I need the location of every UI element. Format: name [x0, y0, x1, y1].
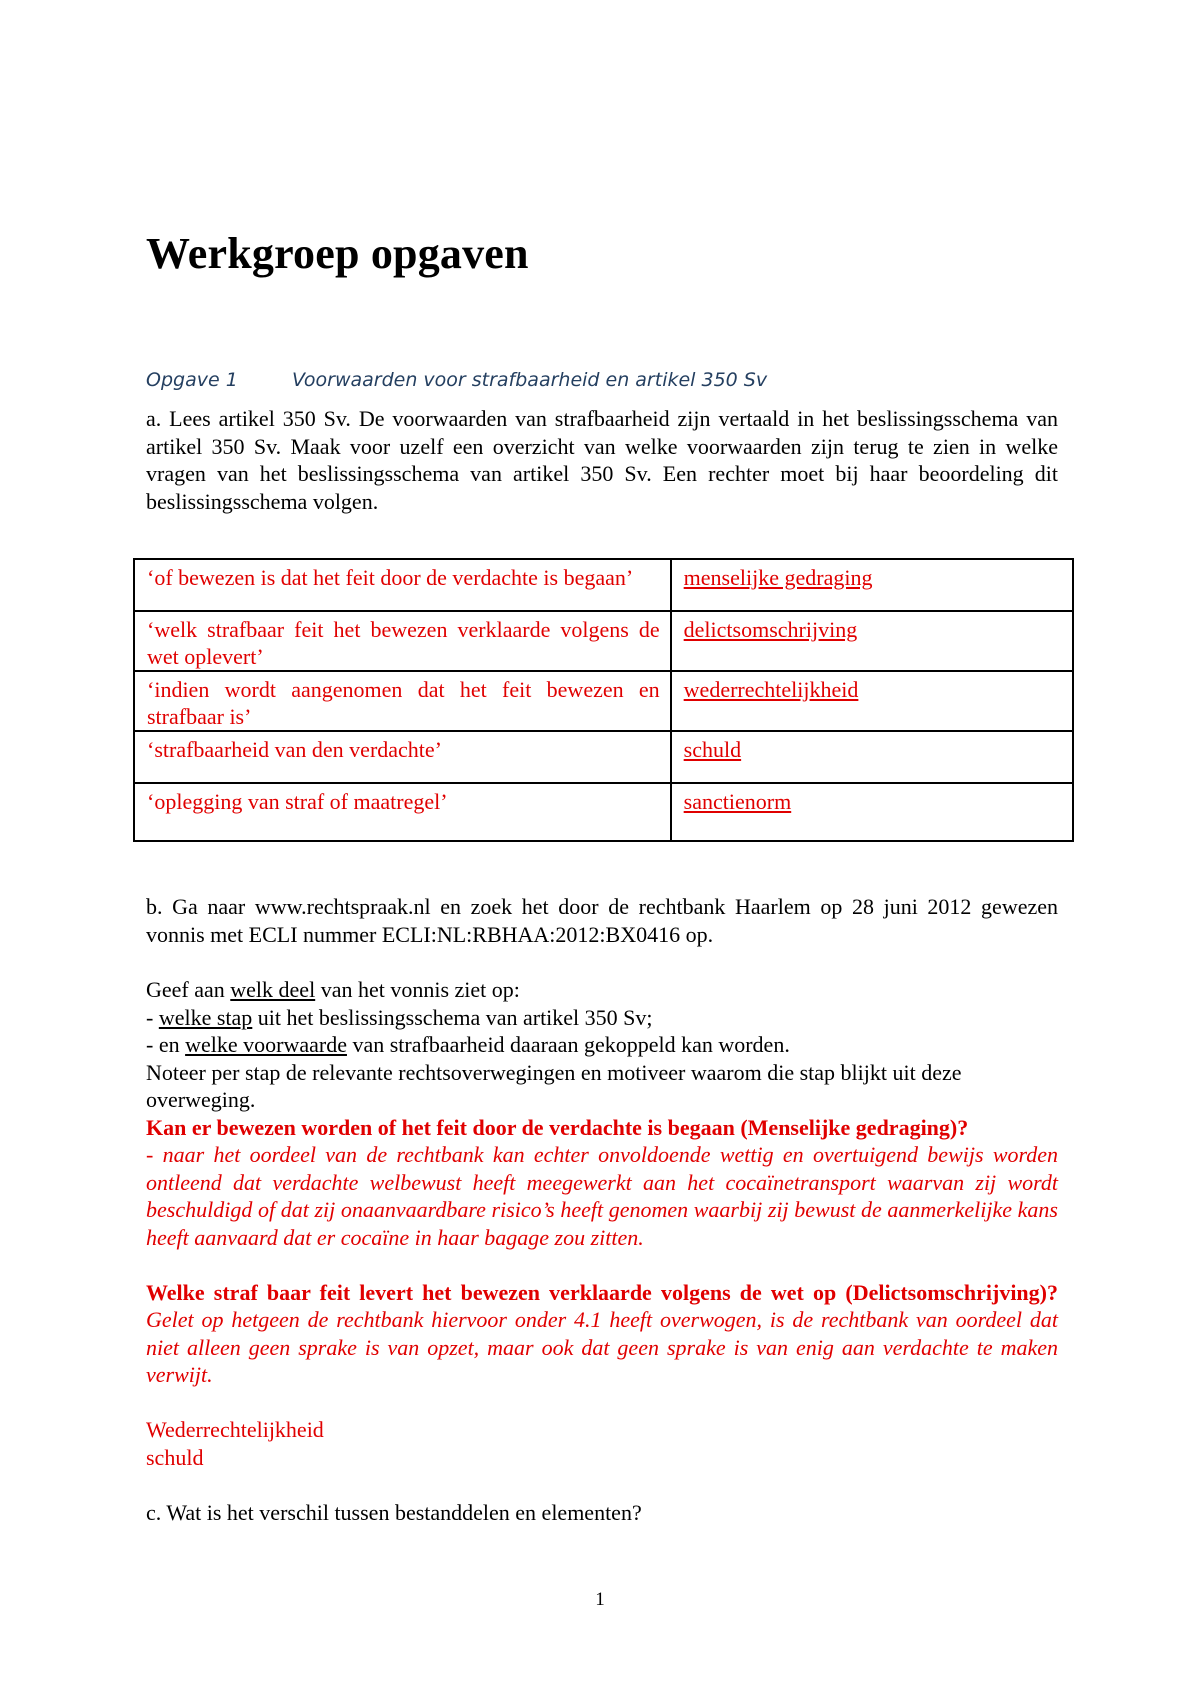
- document-title: Werkgroep opgaven: [146, 229, 529, 278]
- question-delictsomschrijving: Welke straf baar feit levert het bewezen verklaarde volgens de wet op (Delictsomschrijving)?: [146, 1279, 1058, 1305]
- table-row: [134, 611, 1073, 671]
- opgave-number: Opgave 1: [146, 369, 238, 391]
- table-row: [134, 731, 1073, 783]
- table-row: [134, 671, 1073, 731]
- part-c-question: c. Wat is het verschil tussen bestanddelen en elementen?: [146, 1499, 642, 1525]
- table-row: [134, 559, 1073, 611]
- text-segment: -: [146, 1004, 159, 1030]
- delictsomschrijving-paragraph: [146, 1279, 1058, 1389]
- opgave-heading: [146, 366, 1058, 394]
- underlined-term: welk deel: [230, 977, 316, 1002]
- table-cell-answer: schuld: [671, 731, 1073, 783]
- extra-note-schuld: schuld: [146, 1444, 204, 1470]
- table-cell-question: ‘oplegging van straf of maatregel’: [134, 783, 671, 841]
- part-b-instructions: [146, 976, 1058, 1526]
- spacer: [146, 1471, 1058, 1499]
- part-b-intro: b. Ga naar www.rechtspraak.nl en zoek het door de rechtbank Haarlem op 28 juni 2012 gewezen vonnis met ECLI nummer ECLI:NL:RBHAA:2012:BX0416 op.: [146, 894, 1058, 947]
- table-cell-answer: wederrechtelijkheid: [671, 671, 1073, 731]
- extra-note-wederrechtelijkheid: Wederrechtelijkheid: [146, 1417, 324, 1442]
- decision-schema-table: [133, 558, 1074, 842]
- table-cell-answer: sanctienorm: [671, 783, 1073, 841]
- part-a-paragraph: a. Lees artikel 350 Sv. De voorwaarden van strafbaarheid zijn vertaald in het beslissingsschema van artikel 350 Sv. Maak voor uzelf een overzicht van welke voorwaarden zijn terug te zien in welke vragen van het beslissingsschema van artikel 350 Sv. Een rechter moet bij haar beoordeling dit beslissingsschema volgen.: [146, 406, 1058, 514]
- table-cell-question: ‘of bewezen is dat het feit door de verdachte is begaan’: [134, 559, 671, 611]
- text-segment: - en: [146, 1032, 186, 1057]
- table-cell-question: ‘indien wordt aangenomen dat het feit bewezen en strafbaar is’: [134, 671, 671, 731]
- page-number: 1: [595, 1589, 605, 1610]
- table-cell-answer: delictsomschrijving: [671, 611, 1073, 671]
- answer-menselijke-gedraging: - naar het oordeel van de rechtbank kan echter onvoldoende wettig en overtuigend bewijs worden ontleend dat verdachte welbewust heeft meegewerkt aan het cocaïnetransport waarvan zij wordt beschuldigd of dat zij onaanvaardbare risico’s heeft genomen waarbij zij bewust de aanmerkelijke kans heeft aanvaard dat er cocaïne in haar bagage zou zitten.: [146, 1142, 1058, 1250]
- list-item: [146, 1031, 1058, 1059]
- table-cell-answer: menselijke gedraging: [671, 559, 1073, 611]
- text-segment: Geef aan: [146, 977, 231, 1002]
- underlined-term: welke voorwaarde: [185, 1032, 347, 1057]
- answer-delictsomschrijving: Gelet op hetgeen de rechtbank hiervoor onder 4.1 heeft overwogen, is de rechtbank van oordeel dat niet alleen geen sprake is van opzet, maar ook dat geen sprake is van enig aan verdachte te maken verwijt.: [146, 1307, 1058, 1387]
- table-cell-question: ‘welk strafbaar feit het bewezen verklaarde volgens de wet oplevert’: [134, 611, 671, 671]
- opgave-title: Voorwaarden voor strafbaarheid en artikel 350 Sv: [292, 369, 768, 391]
- list-item: [146, 1004, 1058, 1032]
- noteer-paragraph: Noteer per stap de relevante rechtsoverwegingen en motiveer waarom die stap blijkt uit deze overweging.: [146, 1059, 962, 1112]
- text-segment: van het vonnis ziet op:: [315, 977, 520, 1002]
- text-segment: uit het beslissingsschema van artikel 350 Sv;: [252, 1004, 653, 1030]
- question-menselijke-gedraging: Kan er bewezen worden of het feit door de verdachte is begaan (Menselijke gedraging)?: [146, 1114, 969, 1140]
- text-segment: van strafbaarheid daaraan gekoppeld kan worden.: [346, 1032, 790, 1057]
- spacer: [146, 1389, 1058, 1417]
- table-cell-question: ‘strafbaarheid van den verdachte’: [134, 731, 671, 783]
- spacer: [146, 1251, 1058, 1279]
- table-row: [134, 783, 1073, 841]
- underlined-term: welke stap: [158, 1004, 253, 1030]
- geef-aan-line: [146, 976, 1058, 1004]
